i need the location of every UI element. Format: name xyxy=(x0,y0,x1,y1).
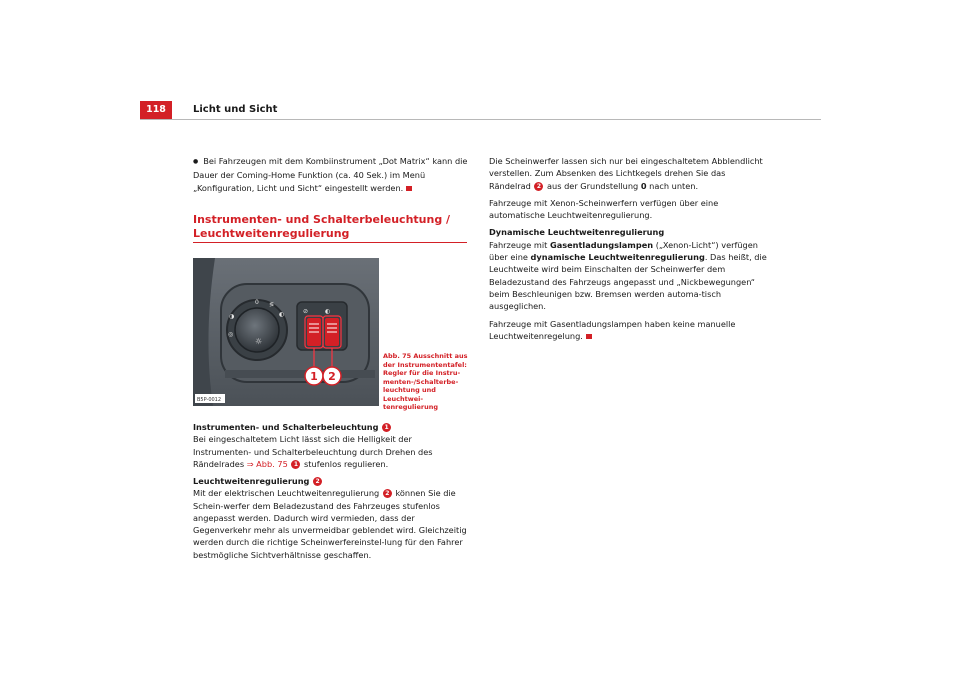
dashboard-switch-figure xyxy=(193,258,379,406)
callout-label-2: 2 xyxy=(328,370,336,383)
subsection-1-heading: Instrumenten- und Schalterbeleuchtung 1 xyxy=(193,421,469,433)
subsection-1-body: Bei eingeschaltetem Licht lässt sich die Helligkeit der Instrumenten- und Schalterbeleuchtung durch Drehen des Rändelrades ⇒ Abb. 75 1 stufenlos regulieren. xyxy=(193,434,433,469)
svg-text:◐: ◐ xyxy=(325,308,331,315)
figure-reference-link[interactable]: ⇒ Abb. 75 xyxy=(246,458,288,469)
subsection-2-heading: Leuchtweitenregulierung 2 xyxy=(193,475,469,487)
right-paragraph-4: Fahrzeuge mit Gasentladungslampen haben keine manuelle Leuchtweitenregelung. xyxy=(489,318,736,341)
callout-badge-a1: 1 xyxy=(382,423,391,432)
subsection-2-body: Mit der elektrischen Leuchtweitenregulierung 2 können Sie die Schein-werfer dem Beladezustand des Fahrzeuges stufenlos angepasst werden. Dadurch wird vermieden, dass der Gegenverkehr mehr als unvermeidbar geblendet wird. Gleichzeitig werden durch die richtige Scheinwerfereinstel-lung für den Fahrer bestmögliche Sichtverhältnisse geschaffen. xyxy=(193,488,467,560)
callout-badge-a2-inline: 2 xyxy=(383,489,392,498)
right-subheading: Dynamische Leuchtweitenregulierung xyxy=(489,227,665,238)
callout-badge-a2: 2 xyxy=(313,477,322,486)
page-number: 118 xyxy=(140,101,172,119)
svg-text:◐: ◐ xyxy=(279,311,285,318)
right-paragraph-1: Die Scheinwerfer lassen sich nur bei eingeschaltetem Abblendlicht verstellen. Zum Absenken des Lichtkegels drehen Sie das Rändelrad 2 aus der Grundstellung 0 nach unten. xyxy=(489,156,763,191)
running-header-title: Licht und Sicht xyxy=(193,104,278,115)
callout-badge-a2-right: 2 xyxy=(534,182,543,191)
figure-caption: Abb. 75 Ausschnitt aus der Instrumententafel: Regler für die Instru-menten-/Schalterbe-leuchtung und Leuchtwei-tenregulierung xyxy=(383,352,468,411)
section-title: Instrumenten- und Schalterbeleuchtung / Leuchtweitenregulierung xyxy=(193,213,451,240)
svg-text:☼: ☼ xyxy=(255,337,263,346)
svg-text:0: 0 xyxy=(255,299,259,306)
intro-bullet-paragraph: ● Bei Fahrzeugen mit dem Kombiinstrument „Dot Matrix“ kann die Dauer der Coming-Home Funktion (ca. 40 Sek.) im Menü „Konfiguration, Licht und Sicht“ eingestellt werden. xyxy=(193,155,469,194)
subsection-1 xyxy=(193,421,469,470)
svg-text:◎: ◎ xyxy=(228,331,234,338)
right-paragraph-2: Fahrzeuge mit Xenon-Scheinwerfern verfügen über eine automatische Leuchtweitenregulierung. xyxy=(489,197,719,221)
svg-text:≶: ≶ xyxy=(269,301,275,308)
figure-code: B5P-0012 xyxy=(197,397,222,403)
right-column xyxy=(489,155,767,342)
section-divider xyxy=(193,242,467,243)
right-paragraph-3: Fahrzeuge mit Gasentladungslampen („Xenon-Licht“) verfügen über eine dynamische Leuchtweitenregulierung. Das heißt, die Leuchtweite wird beim Einschalten der Scheinwerfer dem Beladezustand des Fahrzeugs angepasst und „Nickbewegungen“ beim Beschleunigen bzw. Bremsen werden automa-tisch ausgeglichen. xyxy=(489,239,767,312)
callout-badge-a1-inline: 1 xyxy=(291,460,300,469)
dashboard-illustration xyxy=(193,258,379,406)
subsection-2 xyxy=(193,475,469,561)
end-of-section-marker xyxy=(406,186,412,191)
bullet-marker xyxy=(193,156,203,166)
header-divider xyxy=(140,119,821,120)
end-of-section-marker xyxy=(586,334,592,339)
svg-text:◑: ◑ xyxy=(229,313,235,320)
svg-text:⊘: ⊘ xyxy=(303,308,309,315)
callout-label-1: 1 xyxy=(310,370,318,383)
